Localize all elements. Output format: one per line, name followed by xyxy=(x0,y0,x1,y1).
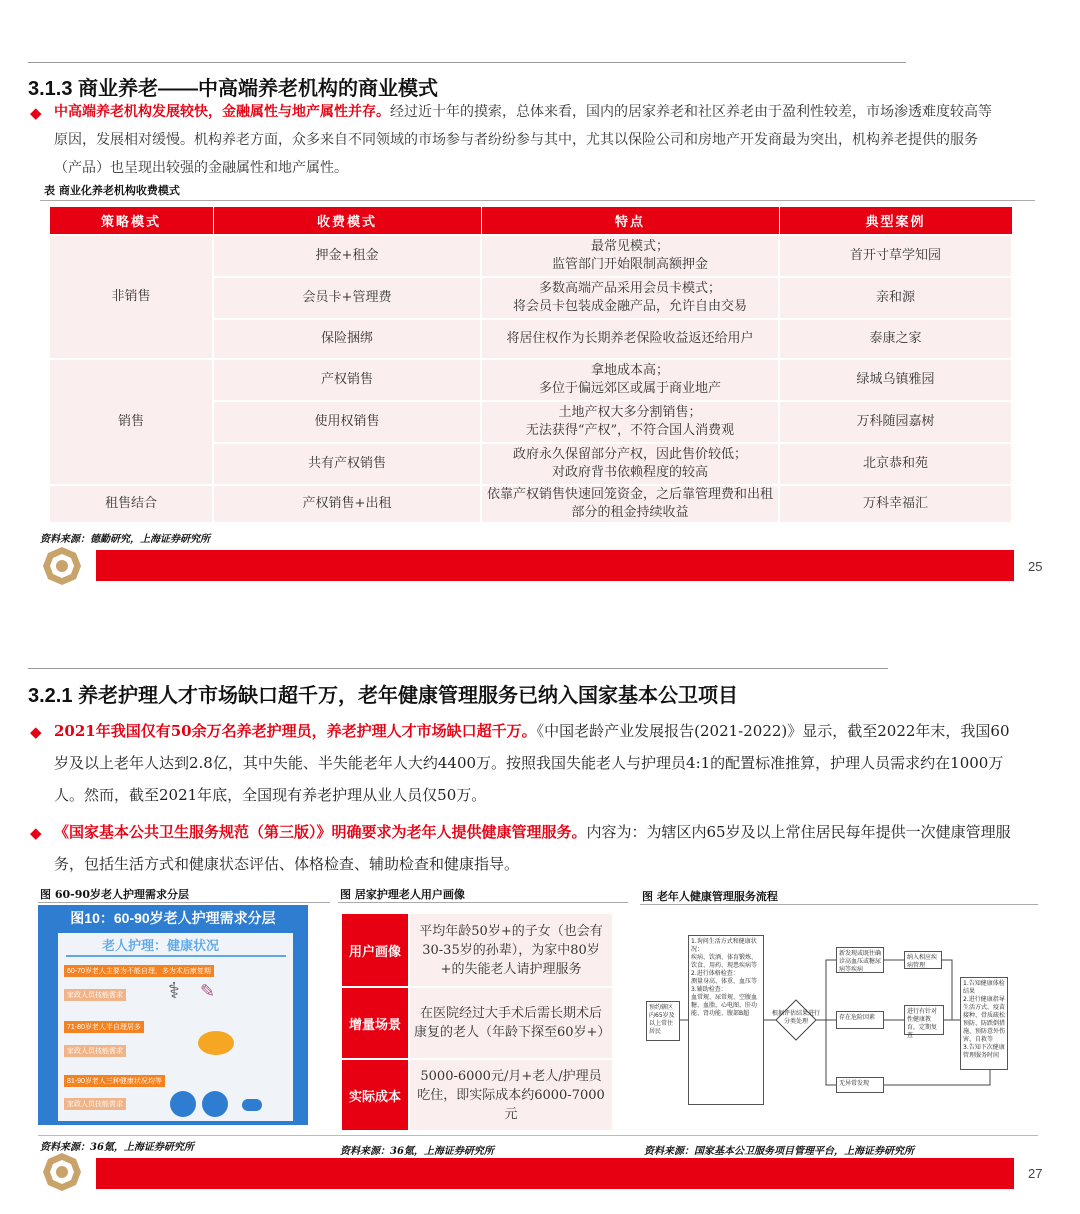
figure-rule xyxy=(38,902,330,903)
fee-cell: 押金+租金 xyxy=(213,235,481,277)
fee-cell: 会员卡+管理费 xyxy=(213,277,481,319)
company-logo-icon xyxy=(42,546,82,586)
company-logo-icon xyxy=(42,1152,82,1192)
age-tag: 81-90岁老人三种健康状况均等 xyxy=(64,1075,165,1087)
feature-cell: 多数高端产品采用会员卡模式； 将会员卡包装成金融产品，允许自由交易 xyxy=(481,277,779,319)
figure-caption: 图 居家护理老人用户画像 xyxy=(340,888,465,901)
start-box: 预约辖区内65岁及以上常住居民 xyxy=(646,1001,680,1041)
column-header: 策略模式 xyxy=(49,207,213,236)
source-note: 资料来源：36氪，上海证券研究所 xyxy=(40,1142,194,1153)
branch-box: 无异常发现 xyxy=(836,1077,884,1093)
fee-model-table xyxy=(48,206,1013,524)
table-row xyxy=(341,987,613,1059)
case-cell: 万科幸福汇 xyxy=(779,485,1012,523)
table-row xyxy=(49,485,1012,523)
syringe-icon: ✎ xyxy=(200,981,216,1002)
feature-cell: 拿地成本高； 多位于偏远郊区或属于商业地产 xyxy=(481,359,779,401)
subtitle-underline xyxy=(66,955,286,957)
footer-red-bar xyxy=(96,550,1014,581)
age-tag: 60-70岁老人主要为不能自理，多为术后康复期 xyxy=(64,965,214,977)
case-cell: 亲和源 xyxy=(779,277,1012,319)
skill-tag: 家政人员技能需求 xyxy=(64,1045,126,1057)
page-number: 27 xyxy=(1028,1166,1043,1181)
feature-cell: 依靠产权销售快速回笼资金，之后靠管理费和出租部分的租金持续收益 xyxy=(481,485,779,523)
bullet1-text: 《中国老龄产业发展报告(2021-2022)》显示，截至2022年末，我国60岁及以上老年人达到2.8亿，其中失能、半失能老年人大约4400万。按照我国失能老人与护理员4:1的配置标准推算，护理人员需求约在1000万人。然而，截至2021年底，全国现有养老护理从业人员仅50万。 xyxy=(54,722,1010,804)
table-caption: 表 商业化养老机构收费模式 xyxy=(44,184,180,197)
page-title: 3.2.1 养老护理人才市场缺口超千万，老年健康管理服务已纳入国家基本公卫项目 xyxy=(28,685,739,707)
persona-key: 增量场景 xyxy=(341,987,409,1059)
fee-cell: 使用权销售 xyxy=(213,401,481,443)
fee-cell: 共有产权销售 xyxy=(213,443,481,485)
branch-box: 纳入相应疾病管理 xyxy=(904,951,942,969)
care-demand-infographic xyxy=(38,905,308,1125)
crutch-icon: ⚕ xyxy=(168,979,180,1004)
table-row xyxy=(341,913,613,987)
top-rule xyxy=(28,62,906,63)
bullet2-highlight: 《国家基本公共卫生服务规范（第三版）》明确要求为老年人提供健康管理服务。 xyxy=(54,823,587,841)
table-header-row xyxy=(49,207,1012,236)
fee-cell: 产权销售 xyxy=(213,359,481,401)
source-note: 资料来源：国家基本公卫服务项目管理平台，上海证券研究所 xyxy=(644,1146,914,1157)
pills-icon xyxy=(242,1099,262,1111)
chat-bubble-icon xyxy=(198,1031,234,1055)
case-cell: 万科随园嘉树 xyxy=(779,401,1012,443)
persona-value: 5000-6000元/月+老人/护理员吃住，即实际成本约6000-7000元 xyxy=(409,1059,613,1131)
bullet-icon: ◆ xyxy=(30,723,42,741)
persona-key: 实际成本 xyxy=(341,1059,409,1131)
column-header: 收费模式 xyxy=(213,207,481,236)
feature-cell: 土地产权大多分割销售； 无法获得“产权”，不符合国人消费观 xyxy=(481,401,779,443)
bullet-paragraph-1 xyxy=(54,715,1016,811)
persona-key: 用户画像 xyxy=(341,913,409,987)
bullet-paragraph-2 xyxy=(54,816,1016,880)
meal-icon xyxy=(170,1091,196,1117)
case-cell: 首开寸草学知园 xyxy=(779,235,1012,277)
age-tag: 71-80岁老人半自理居多 xyxy=(64,1021,144,1033)
strategy-cell: 租售结合 xyxy=(49,485,213,523)
persona-value: 平均年龄50岁+的子女（也会有30-35岁的孙辈），为家中80岁+的失能老人请护理服务 xyxy=(409,913,613,987)
table-row xyxy=(49,359,1012,401)
intro-text: 经过近十年的摸索，总体来看，国内的居家养老和社区养老由于盈利性较差，市场渗透难度较高等原因，发展相对缓慢。机构养老方面，众多来自不同领域的市场参与者纷纷参与其中，尤其以保险公司和房地产开发商最为突出，机构养老提供的服务（产品）也呈现出较强的金融属性和地产属性。 xyxy=(54,104,992,176)
case-cell: 泰康之家 xyxy=(779,319,1012,359)
infographic-title: 图10：60-90岁老人护理需求分层 xyxy=(70,910,276,926)
health-management-flowchart xyxy=(640,905,1012,1130)
top-rule xyxy=(28,668,888,669)
column-header: 特点 xyxy=(481,207,779,236)
case-cell: 绿城乌镇雅园 xyxy=(779,359,1012,401)
feature-cell: 最常见模式； 监管部门开始限制高额押金 xyxy=(481,235,779,277)
fee-cell: 保险捆绑 xyxy=(213,319,481,359)
fee-cell: 产权销售+出租 xyxy=(213,485,481,523)
figure-caption: 图 60-90岁老人护理需求分层 xyxy=(40,888,190,901)
infographic-panel xyxy=(58,933,293,1121)
decision-label: 根据评估结果进行分类处理 xyxy=(772,1010,821,1025)
column-header: 典型案例 xyxy=(779,207,1012,236)
checklist-box: 1.询问生活方式和健康状况： 疾病、饮酒、体育锻炼、饮食、用药、现患疾病等 2.进行体格检查： 测量身高、体重、血压等 3.辅助检查： 血常规、尿常规、空腹血糖、血脂、心电图、肝功能、肾功能、腹部B超 xyxy=(688,935,764,1105)
feature-cell: 将居住权作为长期养老保险收益返还给用户 xyxy=(481,319,779,359)
page-number: 25 xyxy=(1028,559,1043,574)
bullet2-text: 内容为：为辖区内65岁及以上常住居民每年提供一次健康管理服务，包括生活方式和健康状态评估、体格检查、辅助检查和健康指导。 xyxy=(54,823,1011,873)
footer-red-bar xyxy=(96,1158,1014,1189)
bullet1-highlight: 2021年我国仅有50余万名养老护理员，养老护理人才市场缺口超千万。 xyxy=(54,722,537,740)
strategy-cell: 销售 xyxy=(49,359,213,485)
bullet-icon: ◆ xyxy=(30,104,42,122)
strategy-cell: 非销售 xyxy=(49,235,213,359)
source-note: 资料来源：36氪，上海证券研究所 xyxy=(340,1146,494,1157)
skill-tag: 家政人员技能需求 xyxy=(64,989,126,1001)
case-cell: 北京恭和苑 xyxy=(779,443,1012,485)
bullet-icon: ◆ xyxy=(30,824,42,842)
figure-caption: 图 老年人健康管理服务流程 xyxy=(642,890,778,903)
branch-box: 新发现或既往确诊高血压或糖尿病等疾病 xyxy=(836,947,884,973)
intro-highlight: 中高端养老机构发展较快，金融属性与地产属性并存。 xyxy=(54,104,390,120)
page-title: 3.1.3 商业养老——中高端养老机构的商业模式 xyxy=(28,78,439,100)
intro-paragraph xyxy=(54,98,1004,182)
branch-box: 进行有针对性健康教育，定期复查 xyxy=(904,1005,944,1035)
end-box: 1.告知健康体检结果 2.进行健康指导 生活方式、疫苗接种、骨质疏松预防、防跌倒措施、预防意外伤害、自救等 3.告知下次健康管理服务时间 xyxy=(960,977,1008,1070)
source-note: 资料来源：德勤研究，上海证券研究所 xyxy=(40,534,210,545)
thermometer-icon xyxy=(202,1091,228,1117)
sources-rule xyxy=(38,1135,1038,1136)
user-persona-table xyxy=(340,912,614,1132)
figure-rule xyxy=(338,902,628,903)
persona-value: 在医院经过大手术后需长期术后康复的老人（年龄下探至60岁+） xyxy=(409,987,613,1059)
feature-cell: 政府永久保留部分产权，因此售价较低； 对政府背书依赖程度的较高 xyxy=(481,443,779,485)
skill-tag: 家政人员技能需求 xyxy=(64,1098,126,1110)
infographic-subtitle: 老人护理：健康状况 xyxy=(102,938,220,953)
table-row xyxy=(49,235,1012,277)
table-caption-rule xyxy=(40,200,1035,201)
table-row xyxy=(341,1059,613,1131)
branch-box: 存在危险因素 xyxy=(836,1011,884,1029)
